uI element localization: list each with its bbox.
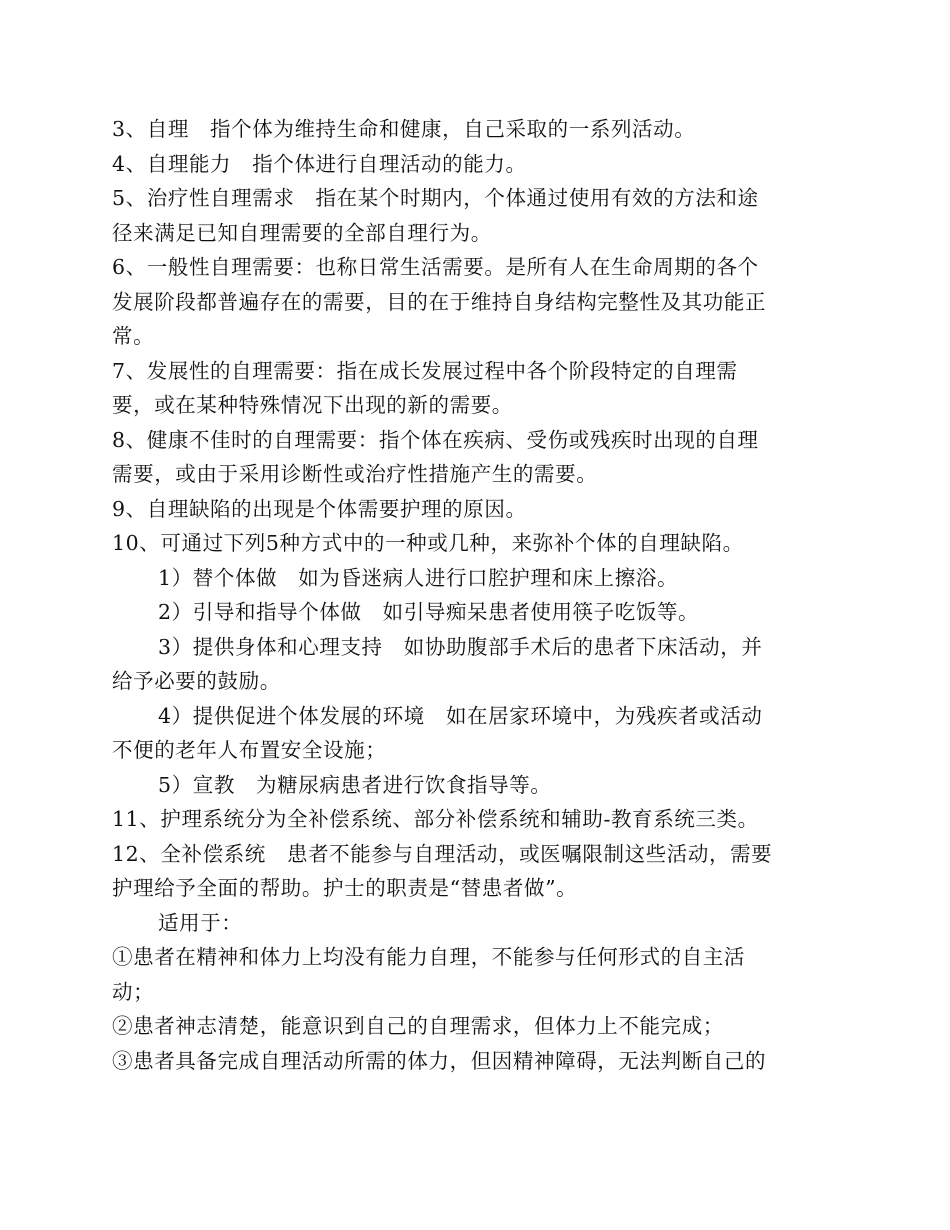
text-line-item8-cont: 需要，或由于采用诊断性或治疗性措施产生的需要。 xyxy=(112,462,598,486)
text-line-sub5: 5）宣教 为糖尿病患者进行饮食指导等。 xyxy=(158,772,552,797)
text-line-case1: ①患者在精神和体力上均没有能力自理，不能参与任何形式的自主活 xyxy=(112,945,745,969)
text-line-sub4: 4）提供促进个体发展的环境 如在居家环境中，为残疾者或活动 xyxy=(158,703,763,728)
text-line-item12-cont: 护理给予全面的帮助。护士的职责是“替患者做”。 xyxy=(112,876,578,900)
text-line-item4: 4、自理能力 指个体进行自理活动的能力。 xyxy=(112,151,527,176)
text-line-item7-cont: 要，或在某种特殊情况下出现的新的需要。 xyxy=(112,393,513,417)
text-line-item8: 8、健康不佳时的自理需要：指个体在疾病、受伤或残疾时出现的自理 xyxy=(112,427,759,452)
text-line-item12: 12、全补偿系统 患者不能参与自理活动，或医嘱限制这些活动，需要 xyxy=(112,841,773,866)
text-line-sub4-cont: 不便的老年人布置安全设施； xyxy=(112,738,387,762)
text-line-sub3-cont: 给予必要的鼓励。 xyxy=(112,669,281,693)
text-line-item6-cont2: 常。 xyxy=(112,324,155,348)
text-line-item5: 5、治疗性自理需求 指在某个时期内，个体通过使用有效的方法和途 xyxy=(112,186,759,210)
text-line-item5-cont: 径来满足已知自理需要的全部自理行为。 xyxy=(112,220,492,245)
text-line-sub2: 2）引导和指导个体做 如引导痴呆患者使用筷子吃饭等。 xyxy=(158,600,700,624)
text-line-item6: 6、一般性自理需要：也称日常生活需要。是所有人在生命周期的各个 xyxy=(112,255,759,279)
text-line-item7: 7、发展性的自理需要：指在成长发展过程中各个阶段特定的自理需 xyxy=(112,358,738,383)
text-line-case3: ③患者具备完成自理活动所需的体力，但因精神障碍，无法判断自己的 xyxy=(112,1048,767,1073)
text-line-item9: 9、自理缺陷的出现是个体需要护理的原因。 xyxy=(112,496,527,521)
text-line-sub3: 3）提供身体和心理支持 如协助腹部手术后的患者下床活动，并 xyxy=(158,634,763,659)
text-line-item3: 3、自理 指个体为维持生命和健康，自己采取的一系列活动。 xyxy=(112,117,696,141)
text-line-applies-to: 适用于： xyxy=(158,910,243,935)
text-line-case1-cont: 动； xyxy=(112,979,155,1004)
text-line-item6-cont1: 发展阶段都普遍存在的需要，目的在于维持自身结构完整性及其功能正 xyxy=(112,289,767,314)
document-body xyxy=(112,112,842,1078)
text-line-item11: 11、护理系统分为全补偿系统、部分补偿系统和辅助-教育系统三类。 xyxy=(112,807,759,831)
text-line-item10: 10、可通过下列5种方式中的一种或几种，来弥补个体的自理缺陷。 xyxy=(112,531,744,555)
text-line-case2: ②患者神志清楚，能意识到自己的自理需求，但体力上不能完成； xyxy=(112,1014,724,1038)
text-line-sub1: 1）替个体做 如为昏迷病人进行口腔护理和床上擦浴。 xyxy=(158,565,679,590)
